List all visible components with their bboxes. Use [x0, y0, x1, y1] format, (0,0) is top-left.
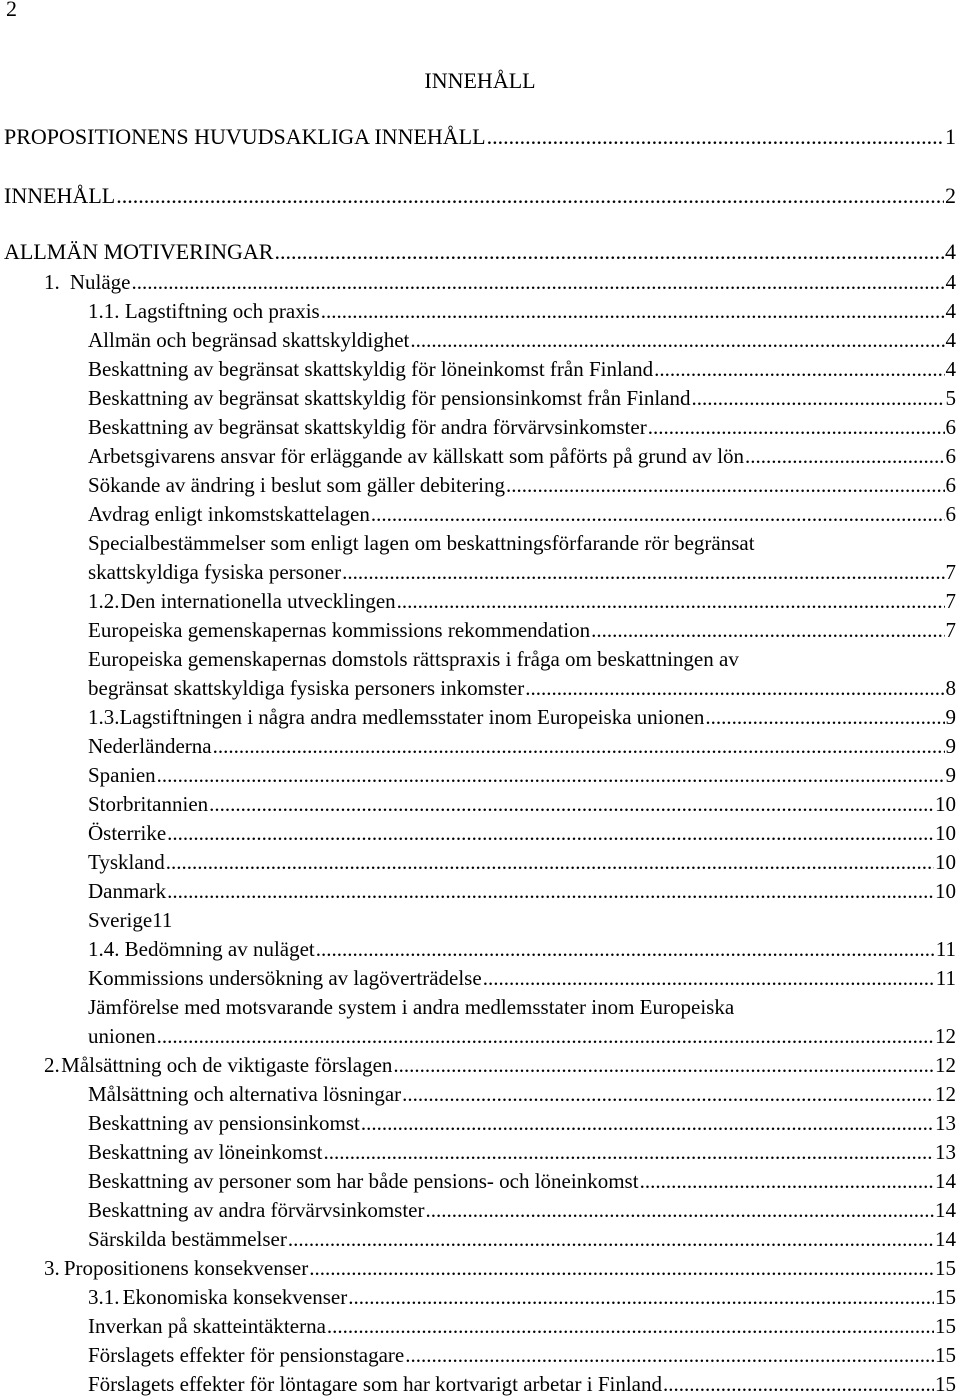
toc-leader-dots — [487, 124, 944, 150]
toc-entry[interactable] — [88, 879, 956, 904]
toc-leader-dots — [397, 589, 945, 614]
toc-entry-page: 15 — [935, 1343, 956, 1367]
toc-entry-label: Förslagets effekter för löntagare som har kortvarigt arbetar i Finland — [88, 1372, 663, 1396]
toc-entry-page: 12 — [935, 1024, 956, 1048]
toc-entry-page: 11 — [935, 937, 956, 961]
toc-entry[interactable] — [88, 444, 956, 469]
toc-entry-label-line1: Europeiska gemenskapernas domstols rättspraxis i fråga om beskattningen av — [88, 647, 739, 671]
toc-entry[interactable] — [88, 1140, 956, 1165]
toc-entry-page: 6 — [945, 473, 956, 497]
toc-leader-dots — [342, 560, 944, 585]
toc-entry-page: 4 — [945, 357, 956, 381]
toc-entry-label: Bedömning av nuläget — [124, 937, 315, 961]
toc-entry[interactable] — [88, 966, 956, 991]
toc-leader-dots — [321, 299, 945, 324]
toc-entry-page: 6 — [945, 502, 956, 526]
toc-entry[interactable] — [88, 357, 956, 382]
toc-entry-page: 5 — [945, 386, 956, 410]
toc-leader-dots — [167, 821, 934, 846]
toc-leader-dots — [426, 1198, 935, 1223]
toc-leader-dots — [209, 792, 934, 817]
toc-entry-page: 13 — [935, 1111, 956, 1135]
toc-entry-label: Inverkan på skatteintäkterna — [88, 1314, 326, 1338]
toc-leader-dots — [402, 1082, 934, 1107]
toc-entry-number: 1.4. — [88, 937, 120, 961]
toc-entry[interactable] — [88, 763, 956, 788]
toc-entry-label-line1: Jämförelse med motsvarande system i andra medlemsstater inom Europeiska — [88, 995, 735, 1019]
toc-leader-dots — [506, 473, 945, 498]
toc-entry-label: unionen — [88, 1024, 156, 1048]
toc-leader-dots — [157, 1024, 934, 1049]
toc-leader-dots — [157, 763, 945, 788]
toc-entry[interactable] — [88, 473, 956, 498]
toc-leader-dots — [323, 1140, 934, 1165]
toc-entry[interactable] — [88, 1169, 956, 1194]
toc-entry-label: Nuläge — [69, 270, 131, 294]
toc-entry-label: Beskattning av pensionsinkomst — [88, 1111, 360, 1135]
toc-leader-dots — [167, 879, 934, 904]
toc-entry-page: 9 — [945, 705, 956, 729]
page-title: INNEHÅLL — [424, 68, 536, 93]
toc-entry[interactable] — [4, 124, 956, 150]
toc-entry-number: 1.1. — [88, 299, 120, 323]
toc-leader-dots — [116, 183, 944, 209]
toc-leader-dots — [316, 937, 935, 962]
toc-entry[interactable] — [88, 1111, 956, 1136]
toc-leader-dots — [131, 270, 944, 295]
toc-entry-label: Särskilda bestämmelser — [88, 1227, 287, 1251]
toc-entry-number: 1. — [44, 270, 60, 294]
toc-entry-label: Avdrag enligt inkomstskattelagen — [88, 502, 370, 526]
toc-entry-label: ALLMÄN MOTIVERINGAR — [4, 239, 274, 264]
toc-entry[interactable] — [88, 589, 956, 614]
toc-entry[interactable] — [88, 734, 956, 759]
toc-leader-dots — [663, 1372, 934, 1397]
toc-entry-label: INNEHÅLL — [4, 183, 116, 208]
toc-entry-label: Beskattning av begränsat skattskyldig för löneinkomst från Finland — [88, 357, 654, 381]
toc-entry-page: 10 — [935, 792, 956, 816]
toc-entry[interactable] — [4, 183, 956, 209]
toc-entry-page: 12 — [935, 1053, 956, 1077]
toc-entry[interactable] — [88, 618, 956, 643]
toc-entry-label: Tyskland — [88, 850, 165, 874]
toc-leader-dots — [654, 357, 944, 382]
toc-leader-dots — [405, 1343, 934, 1368]
toc-entry-label: Ekonomiska konsekvenser — [122, 1285, 348, 1309]
toc-entry-number: 1.2. — [88, 589, 120, 613]
toc-entry[interactable] — [88, 937, 956, 962]
toc-entry-label: Allmän och begränsad skattskyldighet — [88, 328, 410, 352]
toc-leader-dots — [705, 705, 944, 730]
toc-entry-label: skattskyldiga fysiska personer — [88, 560, 342, 584]
toc-entry[interactable] — [44, 270, 956, 295]
toc-entry-label: PROPOSITIONENS HUVUDSAKLIGA INNEHÅLL — [4, 124, 486, 149]
toc-leader-dots — [410, 328, 944, 353]
toc-entry[interactable] — [88, 1227, 956, 1252]
toc-entry-label: Arbetsgivarens ansvar för erläggande av källskatt som påförts på grund av lön — [88, 444, 745, 468]
toc-leader-dots — [309, 1256, 934, 1281]
toc-entry-label: Propositionens konsekvenser — [63, 1256, 309, 1280]
toc-entry-page: 4 — [945, 239, 956, 264]
toc-entry-label: Lagstiftningen i några andra medlemsstater inom Europeiska unionen — [119, 705, 705, 729]
toc-leader-dots — [371, 502, 945, 527]
toc-entry-page: 7 — [945, 560, 956, 584]
toc-entry-number: 3. — [44, 1256, 60, 1280]
toc-entry-page: 9 — [945, 734, 956, 758]
toc-entry-label: Den internationella utvecklingen — [120, 589, 396, 613]
toc-entry-label: Nederländerna — [88, 734, 212, 758]
toc-entry[interactable] — [88, 1198, 956, 1223]
toc-entry-page: 15 — [935, 1256, 956, 1280]
toc-entry-page: 10 — [935, 821, 956, 845]
toc-entry[interactable] — [88, 502, 956, 527]
toc-entry[interactable] — [88, 386, 956, 411]
toc-entry-page: 12 — [935, 1082, 956, 1106]
toc-leader-dots — [591, 618, 944, 643]
toc-entry-page: 15 — [935, 1314, 956, 1338]
toc-entry-page: 15 — [935, 1285, 956, 1309]
toc-entry-page: 13 — [935, 1140, 956, 1164]
toc-entry-label: Kommissions undersökning av lagöverträdelse — [88, 966, 482, 990]
toc-entry[interactable] — [88, 821, 956, 846]
toc-entry[interactable] — [88, 850, 956, 875]
toc-leader-dots — [648, 415, 945, 440]
toc-entry[interactable] — [88, 908, 172, 933]
toc-leader-dots — [274, 239, 944, 265]
toc-entry-page: 10 — [935, 879, 956, 903]
toc-leader-dots — [213, 734, 945, 759]
toc-entry-label-line1: Specialbestämmelser som enligt lagen om beskattningsförfarande rör begränsat — [88, 531, 755, 555]
toc-entry-label: Beskattning av andra förvärvsinkomster — [88, 1198, 425, 1222]
toc-entry-page: 14 — [935, 1227, 956, 1251]
page-number: 2 — [6, 0, 17, 21]
toc-entry[interactable] — [88, 1024, 956, 1049]
toc-leader-dots — [348, 1285, 934, 1310]
toc-entry[interactable] — [4, 239, 956, 265]
toc-entry[interactable] — [44, 1256, 956, 1281]
toc-entry-label: Sökande av ändring i beslut som gäller debitering — [88, 473, 505, 497]
toc-entry-page: 1 — [945, 124, 956, 149]
toc-entry-number: 3.1. — [88, 1285, 120, 1309]
toc-leader-dots — [361, 1111, 934, 1136]
toc-entry[interactable] — [88, 415, 956, 440]
toc-entry-page: 7 — [945, 589, 956, 613]
toc-entry-page: 4 — [945, 270, 956, 294]
toc-entry[interactable] — [88, 299, 956, 324]
toc-entry-label: Beskattning av begränsat skattskyldig för pensionsinkomst från Finland — [88, 386, 691, 410]
toc-entry-page: 11 — [935, 966, 956, 990]
toc-leader-dots — [640, 1169, 934, 1194]
toc-entry[interactable] — [88, 1082, 956, 1107]
toc-leader-dots — [327, 1314, 934, 1339]
toc-entry-label: Förslagets effekter för pensionstagare — [88, 1343, 405, 1367]
toc-entry[interactable] — [88, 792, 956, 817]
toc-entry-page: 14 — [935, 1198, 956, 1222]
toc-entry-page: 6 — [945, 415, 956, 439]
toc-entry-number: 2. — [44, 1053, 60, 1077]
toc-entry-label: Lagstiftning och praxis — [124, 299, 320, 323]
toc-entry-number: 1.3. — [88, 705, 120, 729]
toc-entry-page: 15 — [935, 1372, 956, 1396]
toc-entry-label: Beskattning av personer som har både pensions- och löneinkomst — [88, 1169, 639, 1193]
toc-entry-label: Europeiska gemenskapernas kommissions rekommendation — [88, 618, 591, 642]
toc-entry-page: 4 — [945, 328, 956, 352]
toc-entry-label: Beskattning av löneinkomst — [88, 1140, 323, 1164]
toc-entry-label: Danmark — [88, 879, 167, 903]
toc-entry[interactable] — [88, 1285, 956, 1310]
toc-leader-dots — [483, 966, 935, 991]
toc-entry-label: Storbritannien — [88, 792, 209, 816]
toc-entry-page: 10 — [935, 850, 956, 874]
toc-leader-dots — [166, 850, 934, 875]
toc-leader-dots — [393, 1053, 934, 1078]
toc-entry-page: 9 — [945, 763, 956, 787]
toc-entry[interactable] — [88, 560, 956, 585]
toc-entry-page: 6 — [945, 444, 956, 468]
toc-entry-page: 4 — [945, 299, 956, 323]
toc-entry-page: 8 — [945, 676, 956, 700]
toc-entry-label: begränsat skattskyldiga fysiska personers inkomster — [88, 676, 525, 700]
toc-entry[interactable] — [88, 328, 956, 353]
toc-leader-dots — [525, 676, 944, 701]
toc-entry-label: Österrike — [88, 821, 167, 845]
toc-entry[interactable] — [88, 1372, 956, 1397]
toc-entry-label: Beskattning av begränsat skattskyldig för andra förvärvsinkomster — [88, 415, 647, 439]
toc-entry[interactable] — [88, 1314, 956, 1339]
toc-entry[interactable] — [88, 676, 956, 701]
toc-entry-label: Spanien — [88, 763, 156, 787]
toc-leader-dots — [288, 1227, 934, 1252]
toc-entry-page: 2 — [945, 183, 956, 208]
toc-entry[interactable] — [44, 1053, 956, 1078]
toc-entry-label: Målsättning och alternativa lösningar — [88, 1082, 402, 1106]
toc-entry-label: Sverige11 — [88, 908, 173, 932]
toc-leader-dots — [692, 386, 945, 411]
toc-entry-page: 14 — [935, 1169, 956, 1193]
toc-leader-dots — [745, 444, 944, 469]
toc-entry-label: Målsättning och de viktigaste förslagen — [61, 1053, 393, 1077]
toc-entry[interactable] — [88, 1343, 956, 1368]
toc-entry[interactable] — [88, 705, 956, 730]
toc-entry-page: 7 — [945, 618, 956, 642]
